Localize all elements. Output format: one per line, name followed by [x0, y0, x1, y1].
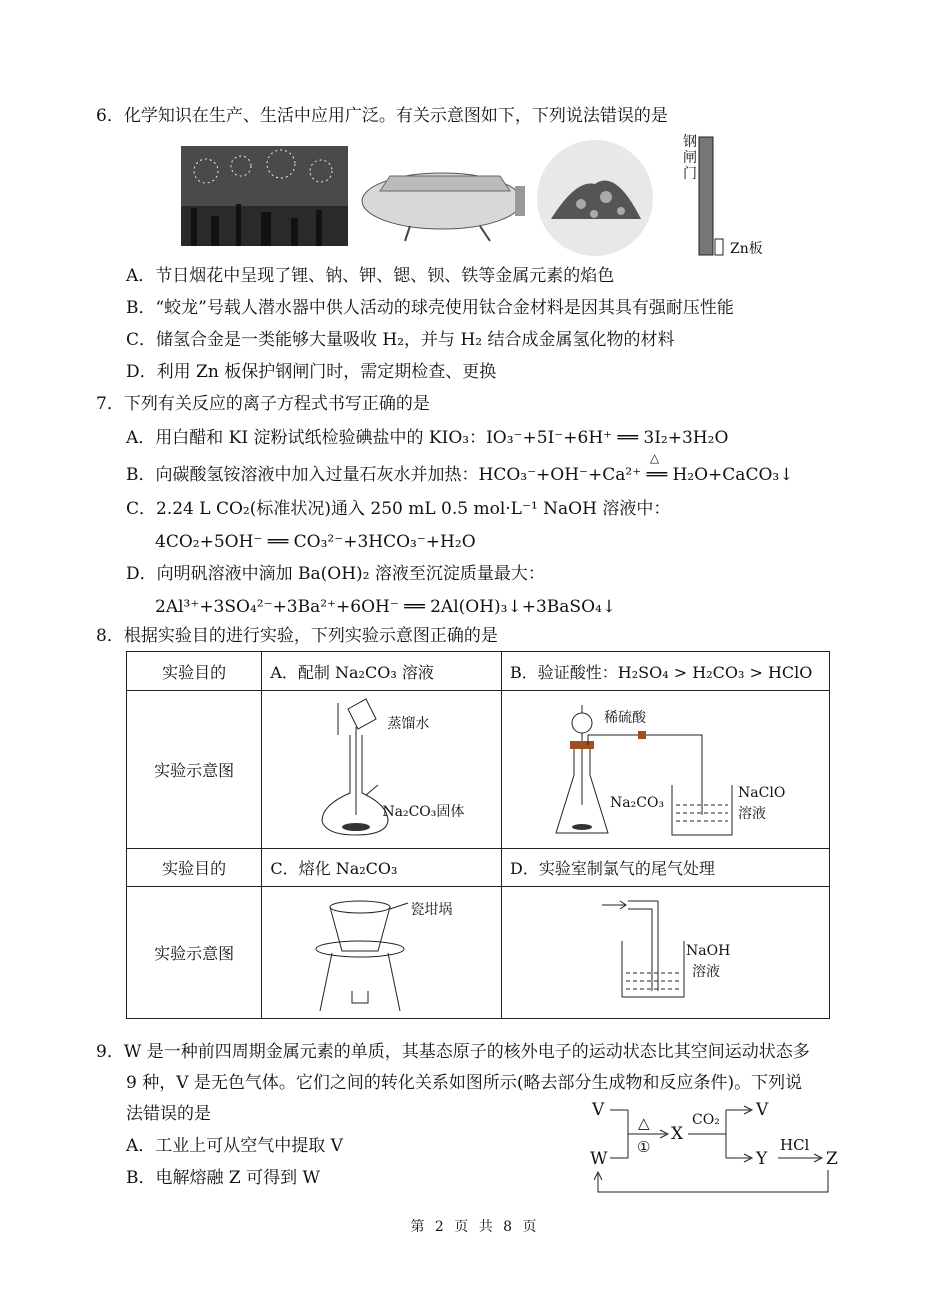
q7-stem: 7．下列有关反应的离子方程式书写正确的是 [96, 394, 430, 414]
solid-label: Na₂CO₃固体 [382, 804, 465, 820]
q9-stem-line3: 法错误的是 [126, 1104, 211, 1124]
naoh-label: NaOH [686, 943, 731, 959]
q7-option-d-line2: 2Al³⁺+3SO₄²⁻+3Ba²⁺+6OH⁻ ══ 2Al(OH)₃↓+3BaSO₄↓ [155, 597, 617, 617]
q9-stem-line1: 9．W 是一种前四周期金属元素的单质，其基态原子的核外电子的运动状态比其空间运动状态多 [96, 1042, 810, 1062]
fireworks-photo [181, 146, 348, 246]
q9-stem-line2: 9 种，V 是无色气体。它们之间的转化关系如图所示(略去部分生成物和反应条件)。下列说 [126, 1073, 803, 1093]
table-row [127, 652, 830, 691]
heating-condition: △ [650, 451, 660, 465]
table-row [127, 887, 830, 1019]
option-d-diagram [502, 887, 830, 1019]
option-c-purpose: C．熔化 Na₂CO₃ [262, 849, 502, 887]
scheme-co2: CO₂ [692, 1112, 720, 1128]
scheme-hcl: HCl [780, 1136, 810, 1154]
steel-gate-diagram [696, 135, 728, 259]
diagram-header: 实验示意图 [127, 887, 262, 1019]
submarine-photo [350, 146, 530, 246]
q8-stem: 8．根据实验目的进行实验，下列实验示意图正确的是 [96, 626, 498, 646]
na2co3-label: Na₂CO₃ [610, 795, 665, 811]
q7-option-c-line2: 4CO₂+5OH⁻ ══ CO₃²⁻+3HCO₃⁻+H₂O [155, 532, 476, 552]
scheme-z: Z [826, 1149, 838, 1169]
q7-option-d-line1: D．向明矾溶液中滴加 Ba(OH)₂ 溶液至沉淀质量最大： [126, 564, 545, 584]
q7-option-a: A．用白醋和 KI 淀粉试纸检验碘盐中的 KIO₃：IO₃⁻+5I⁻+6H⁺ ══ 3I₂+3H₂O [126, 428, 729, 448]
q6-option-c: C．储氢合金是一类能够大量吸收 H₂，并与 H₂ 结合成金属氢化物的材料 [126, 330, 675, 350]
option-a-purpose: A．配制 Na₂CO₃ 溶液 [262, 652, 502, 691]
scheme-step: ① [637, 1138, 651, 1156]
crucible-label: 瓷坩埚 [410, 902, 453, 918]
option-a-diagram [262, 691, 502, 849]
scheme-x: X [671, 1124, 684, 1144]
scheme-heat: △ [638, 1114, 650, 1132]
water-label: 蒸馏水 [387, 716, 430, 732]
option-c-diagram [262, 887, 502, 1019]
q7-option-b: B．向碳酸氢铵溶液中加入过量石灰水并加热：HCO₃⁻+OH⁻+Ca²⁺ ══ H₂O+CaCO₃↓ [126, 465, 794, 485]
q6-option-a: A．节日烟花中呈现了锂、钠、钾、锶、钡、铁等金属元素的焰色 [126, 266, 615, 286]
q9-option-b: B．电解熔融 Z 可得到 W [126, 1168, 320, 1188]
q6-stem: 6．化学知识在生产、生活中应用广泛。有关示意图如下，下列说法错误的是 [96, 106, 668, 126]
q7-option-c-line1: C．2.24 L CO₂(标准状况)通入 250 mL 0.5 mol·L⁻¹ NaOH 溶液中： [126, 499, 671, 519]
crucible-heating-diagram [292, 891, 492, 1016]
table-row [127, 691, 830, 849]
option-d-purpose: D．实验室制氯气的尾气处理 [502, 849, 830, 887]
zn-plate-label: Zn板 [730, 241, 763, 257]
volumetric-flask-diagram [282, 695, 482, 845]
option-b-purpose: B．验证酸性：H₂SO₄ > H₂CO₃ > HClO [502, 652, 830, 691]
purpose-header: 实验目的 [127, 849, 262, 887]
gate-label: 钢闸门 [683, 134, 697, 182]
hydrogen-alloy-photo [536, 139, 654, 257]
page-footer: 第 2 页 共 8 页 [410, 1219, 540, 1235]
q6-option-d: D．利用 Zn 板保护钢闸门时，需定期检查、更换 [126, 362, 497, 382]
dilute-acid-label: 稀硫酸 [604, 710, 647, 726]
scheme-y: Y [756, 1149, 768, 1169]
naclo-label: NaClO [738, 785, 786, 801]
solution-label: 溶液 [692, 964, 721, 980]
purpose-header: 实验目的 [127, 652, 262, 691]
q6-option-b: B．“蛟龙”号载人潜水器中供人活动的球壳使用钛合金材料是因其具有强耐压性能 [126, 298, 734, 318]
q9-option-a: A．工业上可从空气中提取 V [126, 1136, 343, 1156]
table-row [127, 849, 830, 887]
solution-label: 溶液 [738, 806, 767, 822]
scheme-v: V [592, 1100, 605, 1120]
diagram-header: 实验示意图 [127, 691, 262, 849]
experiment-table [126, 651, 830, 1019]
scheme-v2: V [756, 1100, 769, 1120]
option-b-diagram [502, 691, 830, 849]
scheme-w: W [590, 1149, 608, 1169]
acid-test-apparatus [552, 695, 812, 845]
